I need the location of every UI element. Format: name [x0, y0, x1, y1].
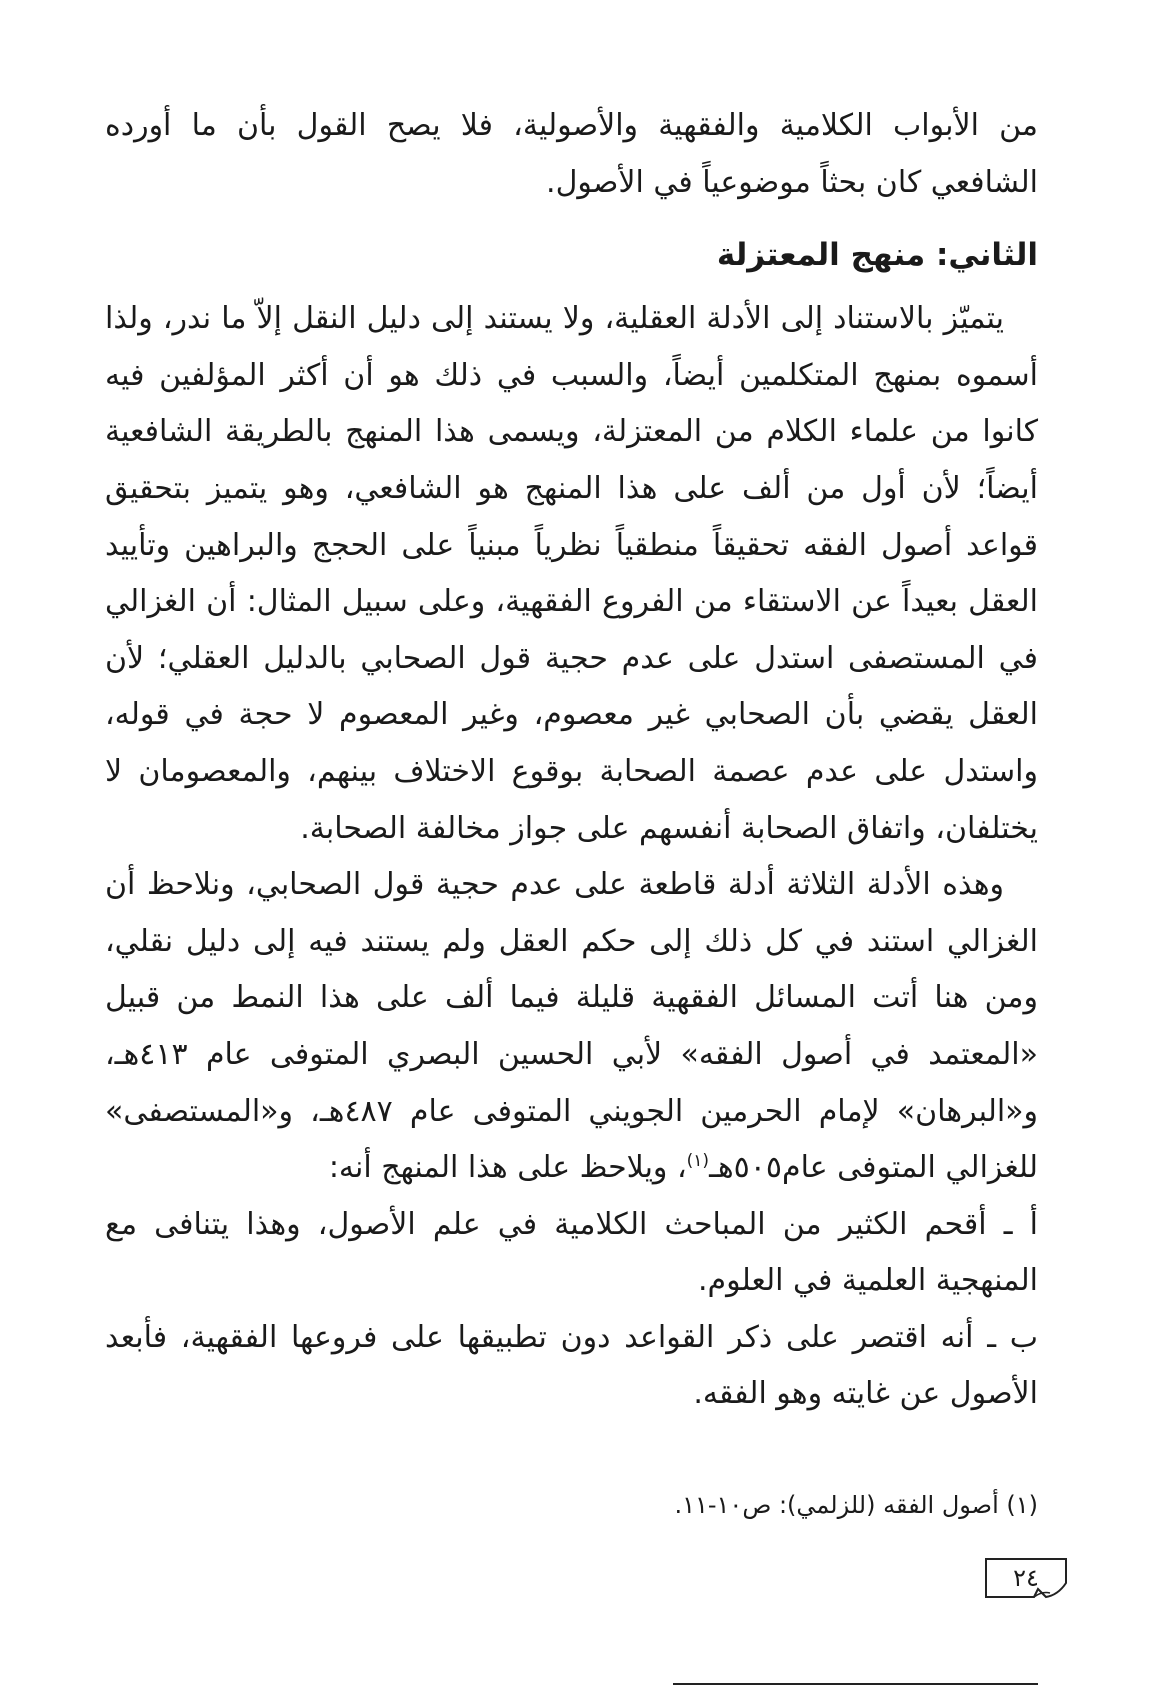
footnote-separator [673, 1683, 1038, 1685]
page-number-box [980, 1555, 1072, 1601]
footnote-text: (١) أصول الفقه (للزلمي): ص١٠-١١. [674, 1491, 1038, 1519]
page-number: ٢٤ [1013, 1564, 1039, 1592]
list-item-b: ب ـ أنه اقتصر على ذكر القواعد دون تطبيقها على فروعها الفقهية، فأبعد الأصول عن غايته وهو الفقه. [105, 1319, 1038, 1412]
footnote-reference: (١) [686, 1151, 710, 1172]
intro-paragraph: من الأبواب الكلامية والفقهية والأصولية، فلا يصح القول بأن ما أورده الشافعي كان بحثاً موضوعياً في الأصول. [105, 108, 1038, 200]
body-paragraph-2-end: ، ويلاحظ على هذا المنهج أنه: [328, 1150, 687, 1186]
body-paragraph-2 [105, 857, 1038, 1197]
section-heading: الثاني: منهج المعتزلة [716, 237, 1038, 274]
list-item-a: أ ـ أقحم الكثير من المباحث الكلامية في علم الأصول، وهذا يتنافى مع المنهجية العلمية في العلوم. [105, 1206, 1038, 1299]
body-paragraph-1: يتميّز بالاستناد إلى الأدلة العقلية، ولا يستند إلى دليل النقل إلاّ ما ندر، ولذا أسموه بمنهج المتكلمين أيضاً، والسبب في ذلك هو أن أكثر المؤلفين فيه كانوا من علماء الكلام من المعتزلة، ويسمى هذا المنهج بالطريقة الشافعية أيضاً؛ لأن أول من ألف على هذا المنهج هو الشافعي، وهو يتميز بتحقيق قواعد أصول الفقه تحقيقاً منطقياً نظرياً مبنياً على الحجج والبراهين وتأييد العقل بعيداً عن الاستقاء من الفروع الفقهية، وعلى سبيل المثال: أن الغزالي في المستصفى استدل على عدم حجية قول الصحابي بالدليل العقلي؛ لأن العقل يقضي بأن الصحابي غير معصوم، وغير المعصوم لا حجة في قوله، واستدل على عدم عصمة الصحابة بوقوع الاختلاف بينهم، والمعصومان لا يختلفان، واتفاق الصحابة أنفسهم على جواز مخالفة الصحابة. [105, 301, 1038, 846]
page-body [105, 98, 1038, 1423]
body-paragraph-2-text: وهذه الأدلة الثلاثة أدلة قاطعة على عدم حجية قول الصحابي، ونلاحظ أن الغزالي استند في كل ذلك إلى حكم العقل ولم يستند فيه إلى دليل نقلي، ومن هنا أتت المسائل الفقهية قليلة فيما ألف على هذا النمط من قبيل «المعتمد في أصول الفقه» لأبي الحسين البصري المتوفى عام ٤١٣هـ، و«البرهان» لإمام الحرمين الجويني المتوفى عام ٤٨٧هـ، و«المستصفى» للغزالي المتوفى عام٥٠٥هـ [105, 867, 1039, 1186]
